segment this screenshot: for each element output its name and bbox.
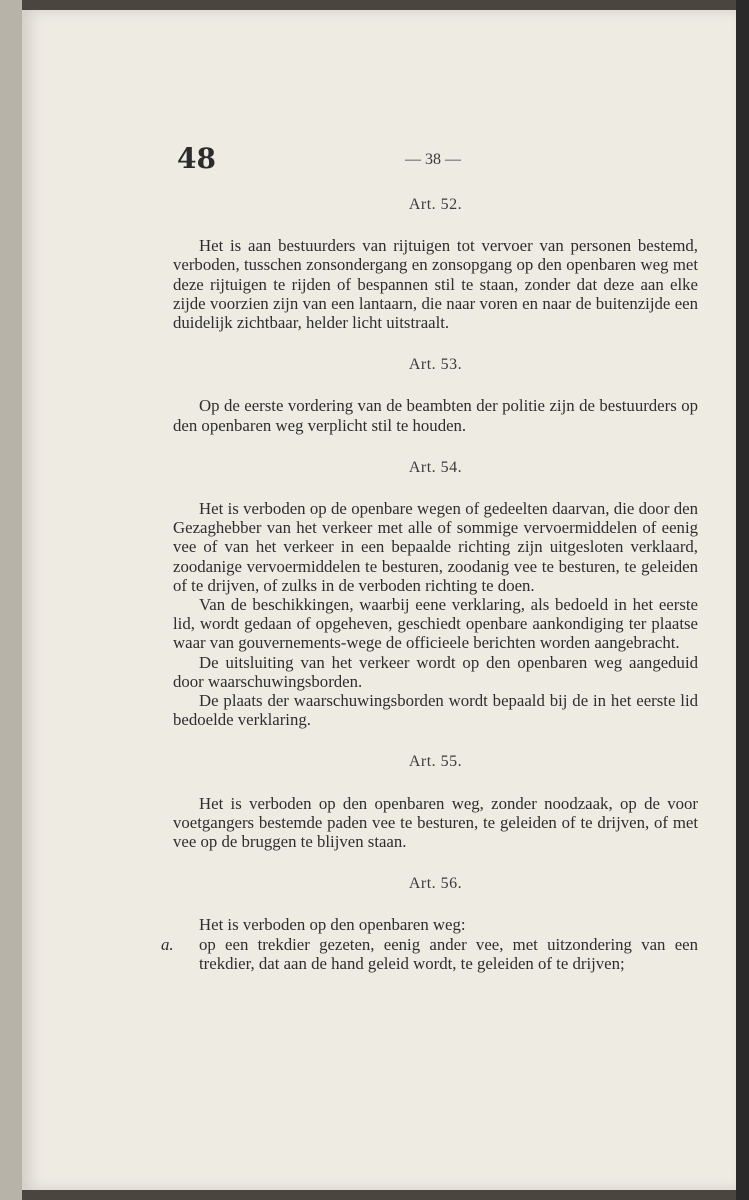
article-56 [161, 874, 698, 973]
article-title: Art. 52. [408, 196, 463, 213]
article-title: Art. 56. [408, 875, 463, 893]
article-paragraph: De plaats der waarschuwingsborden wordt bepaald bij de in het eerste lid bedoelde verklaring. [173, 691, 698, 730]
right-page-edge [736, 0, 749, 1200]
article-paragraph: Op de eerste vordering van de beambten der politie zijn de bestuurders op den openbaren weg verplicht stil te houden. [173, 396, 698, 435]
article-title: Art. 54. [408, 458, 463, 476]
article-52 [173, 195, 698, 332]
article-paragraph: Het is verboden op den openbaren weg: [199, 915, 466, 935]
list-item [161, 934, 698, 973]
folio-number: — 38 — [405, 151, 461, 168]
article-paragraph: De uitsluiting van het verkeer wordt op den openbaren weg aangeduid door waarschuwingsborden. [173, 652, 698, 691]
left-binding-edge [0, 0, 22, 1200]
article-54 [173, 458, 698, 730]
list-item-label: a. [161, 934, 174, 954]
article-title: Art. 53. [408, 356, 463, 374]
article-paragraph: Het is verboden op de openbare wegen of gedeelten daarvan, die door den Gezaghebber van het verkeer met alle of sommige vervoermiddelen of eenig vee of van het verkeer in een bepaalde richting zijn uitgesloten verklaard, zoodanige vervoermiddelen te besturen, zoodanig vee te besturen, te geleiden of te drijven, of zulks in de verboden richting te doen. [173, 499, 698, 595]
article-55 [173, 752, 698, 851]
article-title: Art. 55. [408, 753, 463, 771]
article-53 [173, 355, 698, 435]
list-item-text: op een trekdier gezeten, eenig ander vee, met uitzondering van een trekdier, dat aan de hand geleid wordt, te geleiden of te drijven; [199, 934, 698, 973]
page-body [161, 195, 698, 996]
article-paragraph: Het is aan bestuurders van rijtuigen tot vervoer van personen bestemd, verboden, tusschen zonsondergang en zonsopgang op den openbaren weg met deze rijtuigen te rijden of bespannen stil te staan, zonder dat deze aan elke zijde voorzien zijn van een lantaarn, die naar voren en naar de buitenzijde een duidelijk zichtbaar, helder licht uitstraalt. [173, 236, 698, 333]
page-number: 48 [177, 142, 216, 175]
article-paragraph: Van de beschikkingen, waarbij eene verklaring, als bedoeld in het eerste lid, wordt gedaan of opgeheven, geschiedt openbare aankondiging ter plaatse waar van gouvernements-wege de officieele berichten worden aangebracht. [173, 595, 698, 653]
article-paragraph: Het is verboden op den openbaren weg, zonder noodzaak, op de voor voetgangers bestemde paden vee te besturen, te geleiden of te drijven, of met vee op de bruggen te blijven staan. [173, 793, 698, 852]
